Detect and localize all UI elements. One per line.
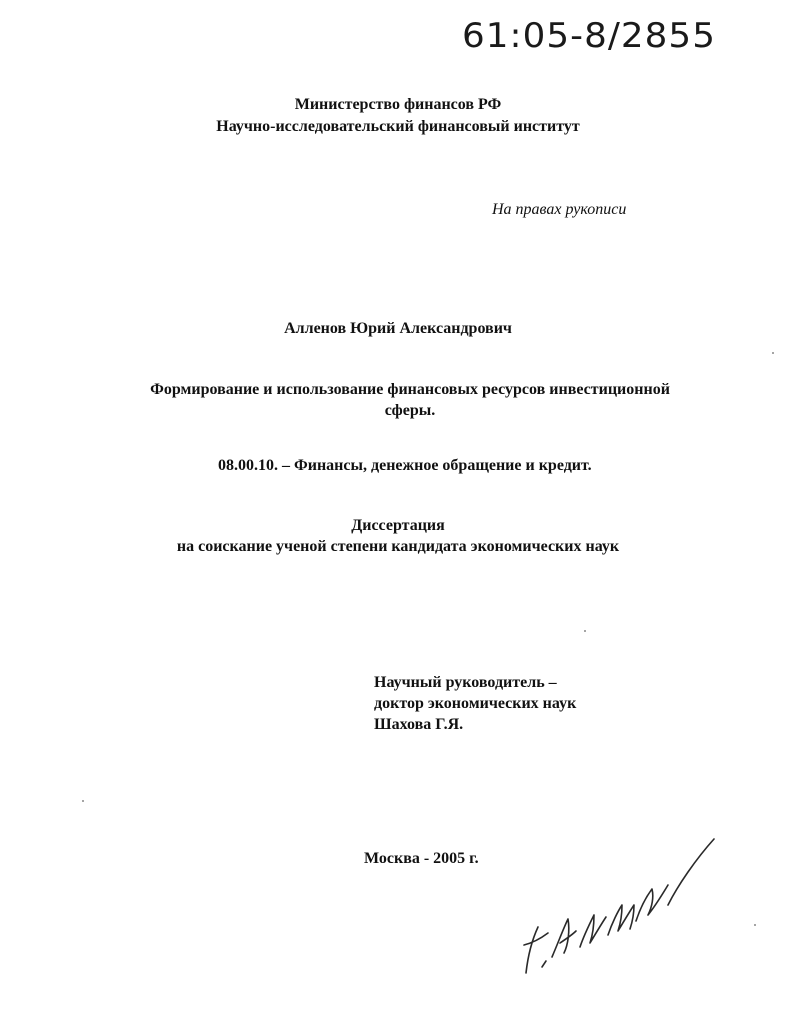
author-name: Алленов Юрий Александрович	[284, 320, 512, 337]
ministry-name: Министерство финансов РФ	[294, 96, 502, 113]
supervisor-block	[374, 672, 576, 735]
place-and-year: Москва - 2005 г.	[364, 850, 479, 867]
speciality-code: 08.00.10. – Финансы, денежное обращение и кредит.	[218, 457, 592, 474]
supervisor-role: Научный руководитель –	[374, 674, 557, 691]
handwritten-signature	[518, 835, 718, 985]
organization-header	[0, 94, 796, 138]
scan-speck	[754, 924, 756, 926]
scan-speck	[584, 630, 586, 632]
degree-sought: на соискание ученой степени кандидата экономических наук	[176, 538, 620, 555]
title-line-1: Формирование и использование финансовых ресурсов инвестиционной	[150, 381, 670, 398]
title-line-2: сферы.	[384, 402, 436, 419]
supervisor-degree: доктор экономических наук	[374, 695, 577, 712]
archive-stamp: 61:05-8/2855	[462, 16, 716, 56]
scan-speck	[82, 800, 84, 802]
supervisor-name: Шахова Г.Я.	[374, 716, 464, 733]
dissertation-type: Диссертация	[351, 517, 445, 534]
dissertation-block	[0, 515, 796, 557]
institute-name: Научно-исследовательский финансовый институт	[216, 118, 580, 135]
manuscript-note: На правах рукописи	[492, 201, 627, 218]
scan-speck	[772, 352, 774, 354]
dissertation-title	[110, 379, 710, 421]
